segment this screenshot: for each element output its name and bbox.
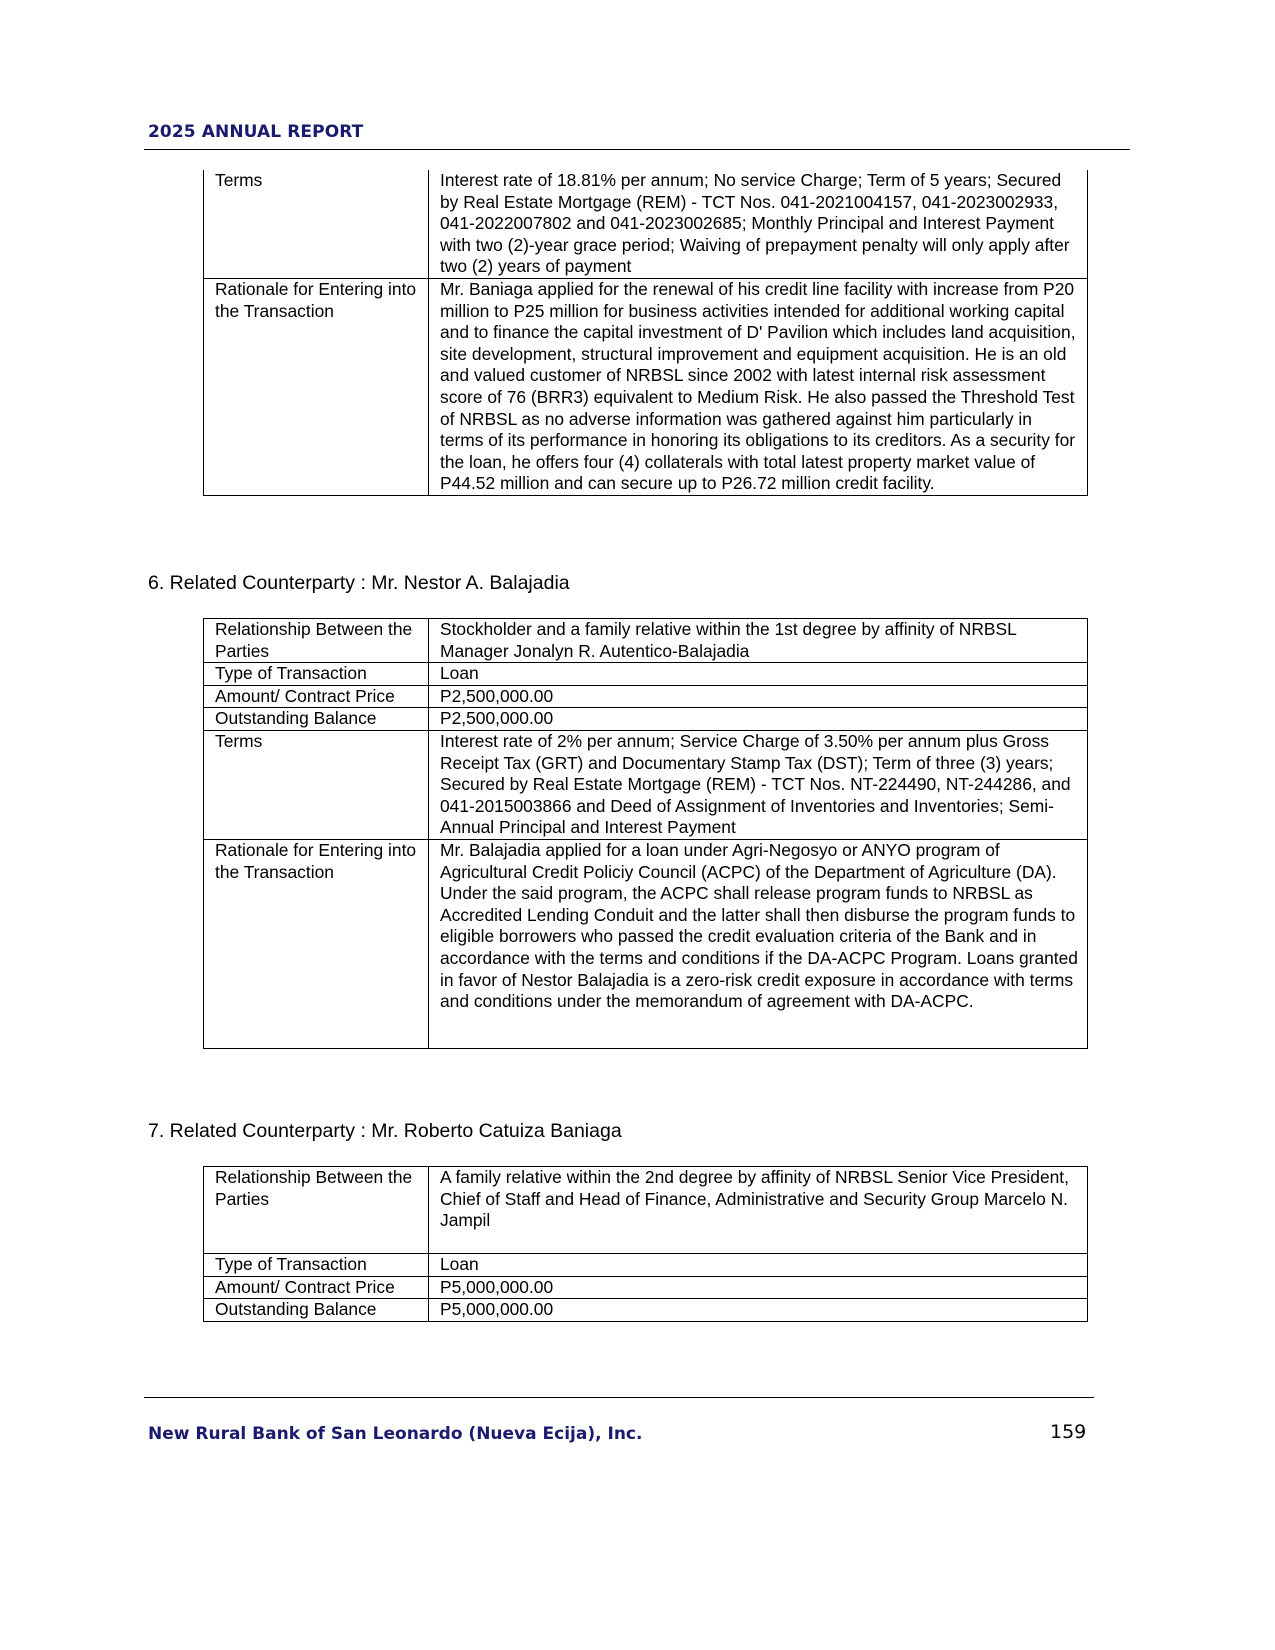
row-label: Rationale for Entering into the Transaction: [204, 839, 429, 1048]
table-row: [204, 708, 1088, 731]
footer-bank-name: New Rural Bank of San Leonardo (Nueva Ecija), Inc.: [148, 1424, 643, 1444]
table-row: [204, 663, 1088, 686]
row-label: Outstanding Balance: [204, 708, 429, 731]
table-row: [204, 1167, 1088, 1254]
row-value: Stockholder and a family relative within the 1st degree by affinity of NRBSL Manager Jonalyn R. Autentico-Balajadia: [429, 619, 1088, 663]
row-value: P5,000,000.00: [429, 1276, 1088, 1299]
section-6-table: [203, 618, 1088, 1049]
row-value: P2,500,000.00: [429, 685, 1088, 708]
row-value: P5,000,000.00: [429, 1299, 1088, 1322]
row-label: Type of Transaction: [204, 1254, 429, 1277]
row-value: Mr. Baniaga applied for the renewal of his credit line facility with increase from P20 million to P25 million for business activities intended for additional working capital and to finance the capital investment of D' Pavilion which includes land acquisition, site development, structural improvement and equipment acquisition. He is an old and valued customer of NRBSL since 2002 with latest internal risk assessment score of 76 (BRR3) equivalent to Medium Risk. He also passed the Threshold Test of NRBSL as no adverse information was gathered against him particularly in terms of its performance in honoring its obligations to its creditors. As a security for the loan, he offers four (4) collaterals with total latest property market value of P44.52 million and can secure up to P26.72 million credit facility.: [429, 278, 1088, 495]
row-value: P2,500,000.00: [429, 708, 1088, 731]
row-value: A family relative within the 2nd degree by affinity of NRBSL Senior Vice President, Chief of Staff and Head of Finance, Administrative and Security Group Marcelo N. Jampil: [429, 1167, 1088, 1254]
table-row: [204, 1276, 1088, 1299]
table-row: [204, 1254, 1088, 1277]
page-number: 159: [1050, 1421, 1087, 1443]
table-row: [204, 685, 1088, 708]
header-divider: [144, 149, 1130, 150]
continued-transaction-table: [203, 170, 1088, 496]
row-label: Terms: [204, 730, 429, 839]
row-value: Loan: [429, 1254, 1088, 1277]
table-row: [204, 839, 1088, 1048]
table-row: [204, 278, 1088, 495]
row-value: Mr. Balajadia applied for a loan under Agri-Negosyo or ANYO program of Agricultural Credit Policiy Council (ACPC) of the Department of Agriculture (DA). Under the said program, the ACPC shall release program funds to NRBSL as Accredited Lending Conduit and the latter shall then disburse the program funds to eligible borrowers who passed the credit evaluation criteria of the Bank and in accordance with the terms and conditions if the DA-ACPC Program. Loans granted in favor of Nestor Balajadia is a zero-risk credit exposure in accordance with terms and conditions under the memorandum of agreement with DA-ACPC.: [429, 839, 1088, 1048]
row-label: Relationship Between the Parties: [204, 1167, 429, 1254]
row-label: Relationship Between the Parties: [204, 619, 429, 663]
table-row: [204, 730, 1088, 839]
row-label: Rationale for Entering into the Transaction: [204, 278, 429, 495]
row-label: Amount/ Contract Price: [204, 685, 429, 708]
row-value: Interest rate of 2% per annum; Service Charge of 3.50% per annum plus Gross Receipt Tax (GRT) and Documentary Stamp Tax (DST); Term of three (3) years; Secured by Real Estate Mortgage (REM) - TCT Nos. NT-224490, NT-244286, and 041-2015003866 and Deed of Assignment of Inventories and Inventories; Semi-Annual Principal and Interest Payment: [429, 730, 1088, 839]
table-row: [204, 619, 1088, 663]
row-label: Amount/ Contract Price: [204, 1276, 429, 1299]
section-7-title: 7. Related Counterparty : Mr. Roberto Catuiza Baniaga: [148, 1120, 622, 1142]
footer-divider: [144, 1397, 1094, 1398]
section-7-table: [203, 1166, 1088, 1322]
report-title: 2025 ANNUAL REPORT: [148, 122, 364, 142]
table-row: [204, 1299, 1088, 1322]
row-label: Outstanding Balance: [204, 1299, 429, 1322]
row-value: Loan: [429, 663, 1088, 686]
row-label: Type of Transaction: [204, 663, 429, 686]
row-label: Terms: [204, 170, 429, 278]
section-6-title: 6. Related Counterparty : Mr. Nestor A. Balajadia: [148, 572, 570, 594]
table-row: [204, 170, 1088, 278]
row-value: Interest rate of 18.81% per annum; No service Charge; Term of 5 years; Secured by Real Estate Mortgage (REM) - TCT Nos. 041-2021004157, 041-2023002933, 041-2022007802 and 041-2023002685; Monthly Principal and Interest Payment with two (2)-year grace period; Waiving of prepayment penalty will only apply after two (2) years of payment: [429, 170, 1088, 278]
